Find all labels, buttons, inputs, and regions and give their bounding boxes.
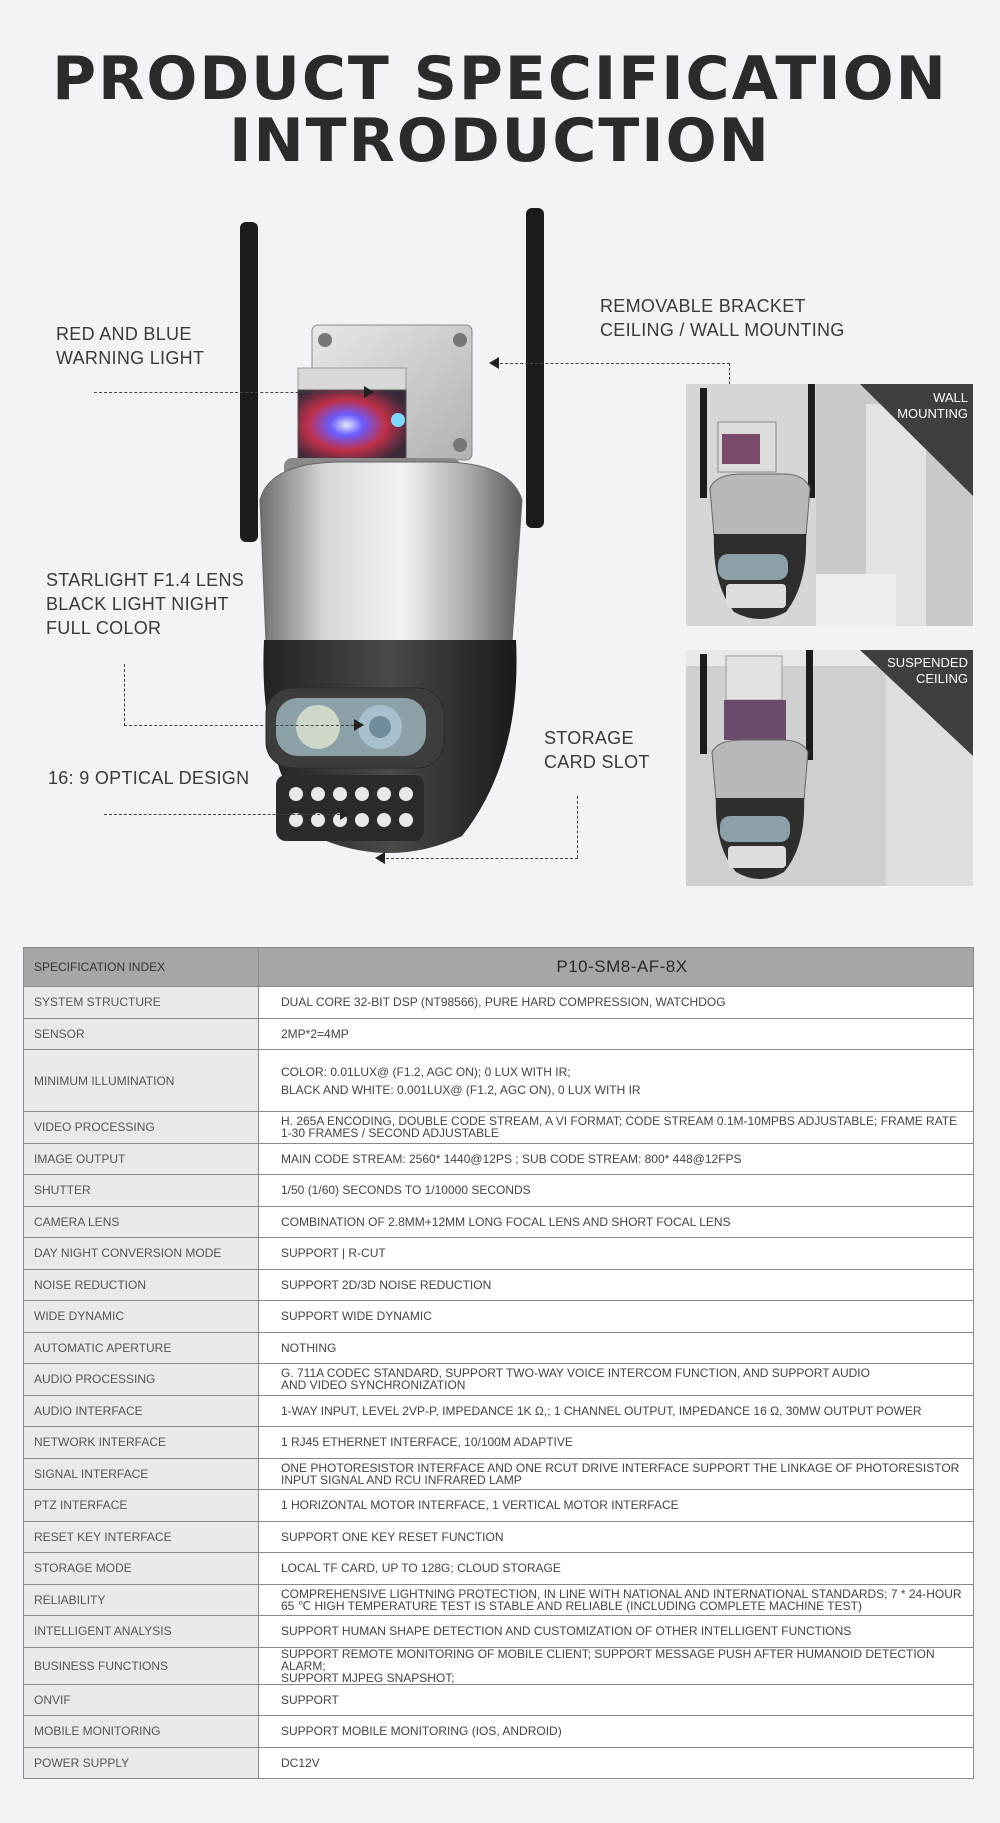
callout-warning-light (56, 322, 204, 370)
spec-value (259, 1521, 974, 1553)
table-row (24, 1490, 974, 1522)
leader-lens-v (124, 664, 125, 726)
leader-lens-h (124, 725, 354, 726)
spec-value-line2: INPUT SIGNAL AND RCU INFRARED LAMP (281, 1472, 522, 1487)
spec-value (259, 1427, 974, 1459)
callout-lens-line3: FULL COLOR (46, 618, 162, 638)
spec-value-line2: BLACK AND WHITE: 0.001LUX@ (F1.2, AGC ON), 0 LUX WITH IR (281, 1082, 641, 1097)
spec-value (259, 1458, 974, 1490)
spec-key: MOBILE MONITORING (24, 1716, 259, 1748)
spec-value-line1: 1/50 (1/60) SECONDS TO 1/10000 SECONDS (281, 1183, 531, 1198)
spec-value (259, 1269, 974, 1301)
table-row (24, 1238, 974, 1270)
table-row (24, 1616, 974, 1648)
callout-lens-line1: STARLIGHT F1.4 LENS (46, 570, 245, 590)
spec-value (259, 1143, 974, 1175)
page-title (0, 44, 1000, 176)
table-row (24, 1458, 974, 1490)
spec-key: WIDE DYNAMIC (24, 1301, 259, 1333)
spec-value-line1: SUPPORT (281, 1692, 339, 1707)
spec-key: RELIABILITY (24, 1584, 259, 1616)
table-row (24, 1206, 974, 1238)
spec-value-line1: MAIN CODE STREAM: 2560* 1440@12PS ; SUB CODE STREAM: 800* 448@12FPS (281, 1151, 742, 1166)
spec-value-line1: SUPPORT MOBILE MONITORING (IOS, ANDROID) (281, 1724, 562, 1739)
leader-warning-light (94, 392, 364, 393)
spec-value (259, 1747, 974, 1779)
callout-bracket-line2: CEILING / WALL MOUNTING (600, 320, 845, 340)
spec-value-line1: NOTHING (281, 1340, 337, 1355)
spec-key: AUTOMATIC APERTURE (24, 1332, 259, 1364)
spec-value-line1: LOCAL TF CARD, UP TO 128G; CLOUD STORAGE (281, 1561, 561, 1576)
spec-value-line2: 65 ℃ HIGH TEMPERATURE TEST IS STABLE AND RELIABLE (INCLUDING COMPLETE MACHINE TEST) (281, 1598, 862, 1613)
antenna-left (240, 222, 258, 542)
spec-value (259, 1395, 974, 1427)
spec-header-row (24, 948, 974, 987)
table-row (24, 1364, 974, 1396)
spec-value (259, 1584, 974, 1616)
table-row (24, 1269, 974, 1301)
spec-value (259, 1553, 974, 1585)
spec-value-line2: SUPPORT MJPEG SNAPSHOT; (281, 1670, 455, 1685)
spec-value (259, 1175, 974, 1207)
spec-key: AUDIO PROCESSING (24, 1364, 259, 1396)
spec-value-line1: COMPREHENSIVE LIGHTNING PROTECTION, IN LINE WITH NATIONAL AND INTERNATIONAL STANDARDS; 7 * 24-HOUR (281, 1586, 962, 1601)
table-row (24, 1747, 974, 1779)
suspended-ceiling-label-line1: SUSPENDED (887, 655, 968, 670)
spec-value (259, 1332, 974, 1364)
spec-key: VIDEO PROCESSING (24, 1112, 259, 1144)
callout-optical (48, 766, 249, 790)
arrow-warning-light (364, 386, 374, 398)
suspended-ceiling-label-line2: CEILING (915, 671, 968, 686)
leader-optical (104, 814, 340, 815)
spec-value (259, 1050, 974, 1112)
spec-key: NETWORK INTERFACE (24, 1427, 259, 1459)
table-row (24, 1427, 974, 1459)
spec-value-line1: SUPPORT | R-CUT (281, 1246, 386, 1261)
table-row (24, 1716, 974, 1748)
spec-value-line1: COMBINATION OF 2.8MM+12MM LONG FOCAL LENS AND SHORT FOCAL LENS (281, 1214, 731, 1229)
spec-key: SIGNAL INTERFACE (24, 1458, 259, 1490)
table-row (24, 1395, 974, 1427)
spec-key: IMAGE OUTPUT (24, 1143, 259, 1175)
camera-illustration (230, 200, 570, 880)
spec-value-line2: AND VIDEO SYNCHRONIZATION (281, 1378, 466, 1393)
spec-value (259, 1364, 974, 1396)
table-row (24, 1332, 974, 1364)
spec-value (259, 1616, 974, 1648)
spec-key: SENSOR (24, 1018, 259, 1050)
spec-value (259, 1018, 974, 1050)
spec-value-line1: G. 711A CODEC STANDARD, SUPPORT TWO-WAY VOICE INTERCOM FUNCTION, AND SUPPORT AUDIO (281, 1366, 870, 1381)
leader-storage-h (386, 858, 578, 859)
table-row (24, 1521, 974, 1553)
spec-value-line1: 1 RJ45 ETHERNET INTERFACE, 10/100M ADAPTIVE (281, 1435, 573, 1450)
spec-value-line1: SUPPORT 2D/3D NOISE REDUCTION (281, 1277, 492, 1292)
spec-value (259, 1647, 974, 1684)
spec-value (259, 1238, 974, 1270)
table-row (24, 1112, 974, 1144)
arrow-optical (340, 808, 350, 820)
spec-key: DAY NIGHT CONVERSION MODE (24, 1238, 259, 1270)
spec-key: CAMERA LENS (24, 1206, 259, 1238)
spec-value-line1: 1 HORIZONTAL MOTOR INTERFACE, 1 VERTICAL MOTOR INTERFACE (281, 1498, 679, 1513)
spec-value (259, 987, 974, 1019)
spec-value-line1: DC12V (281, 1755, 320, 1770)
spec-key: ONVIF (24, 1684, 259, 1716)
table-row (24, 1143, 974, 1175)
spec-value-line1: 2MP*2=4MP (281, 1026, 349, 1041)
leader-storage-v (577, 796, 578, 858)
table-row (24, 1018, 974, 1050)
spec-value-line1: SUPPORT HUMAN SHAPE DETECTION AND CUSTOMIZATION OF OTHER INTELLIGENT FUNCTIONS (281, 1624, 852, 1639)
spec-value (259, 1716, 974, 1748)
spec-key: RESET KEY INTERFACE (24, 1521, 259, 1553)
spec-key: MINIMUM ILLUMINATION (24, 1050, 259, 1112)
callout-storage-line1: STORAGE (544, 728, 634, 748)
spec-value-line1: ONE PHOTORESISTOR INTERFACE AND ONE RCUT DRIVE INTERFACE SUPPORT THE LINKAGE OF PHOTORESISTOR (281, 1460, 960, 1475)
arrow-lens (354, 719, 364, 731)
arrow-storage (375, 852, 385, 864)
spec-value-line2: 1-30 FRAMES / SECOND ADJUSTABLE (281, 1126, 499, 1141)
spec-value-line1: DUAL CORE 32-BIT DSP (NT98566), PURE HARD COMPRESSION, WATCHDOG (281, 995, 726, 1010)
wall-mounting-label (880, 390, 968, 422)
wall-mounting-label-line2: MOUNTING (897, 406, 968, 421)
title-line-2: INTRODUCTION (229, 106, 771, 176)
spec-key: POWER SUPPLY (24, 1747, 259, 1779)
table-row (24, 987, 974, 1019)
wall-mounting-label-line1: WALL (933, 390, 968, 405)
arrow-bracket (489, 357, 499, 369)
spec-value-line1: SUPPORT ONE KEY RESET FUNCTION (281, 1529, 504, 1544)
callout-warning-light-line1: RED AND BLUE (56, 324, 192, 344)
spec-value-line1: COLOR: 0.01LUX@ (F1.2, AGC ON); 0 LUX WITH IR; (281, 1064, 571, 1079)
spec-key: SYSTEM STRUCTURE (24, 987, 259, 1019)
spec-value (259, 1490, 974, 1522)
table-row (24, 1175, 974, 1207)
callout-lens (46, 568, 244, 640)
spec-value (259, 1112, 974, 1144)
leader-bracket-h (500, 363, 730, 364)
spec-table (23, 947, 974, 1779)
spec-value (259, 1206, 974, 1238)
table-row (24, 1050, 974, 1112)
spec-value-line1: H. 265A ENCODING, DOUBLE CODE STREAM, A VI FORMAT; CODE STREAM 0.1M-10MPBS ADJUSTABLE; FRAME RATE (281, 1114, 958, 1129)
callout-bracket-line1: REMOVABLE BRACKET (600, 296, 806, 316)
table-row (24, 1553, 974, 1585)
spec-value-line1: SUPPORT REMOTE MONITORING OF MOBILE CLIENT; SUPPORT MESSAGE PUSH AFTER HUMANOID DETECTION ALARM; (281, 1646, 935, 1673)
table-row (24, 1584, 974, 1616)
spec-key: AUDIO INTERFACE (24, 1395, 259, 1427)
spec-value (259, 1301, 974, 1333)
spec-value-line1: SUPPORT WIDE DYNAMIC (281, 1309, 432, 1324)
callout-storage-line2: CARD SLOT (544, 752, 650, 772)
spec-key: STORAGE MODE (24, 1553, 259, 1585)
table-row (24, 1647, 974, 1684)
callout-warning-light-line2: WARNING LIGHT (56, 348, 205, 368)
spec-value (259, 1684, 974, 1716)
spec-header-model: P10-SM8-AF-8X (259, 948, 974, 987)
callout-storage (544, 726, 650, 774)
spec-key: BUSINESS FUNCTIONS (24, 1647, 259, 1684)
suspended-ceiling-label (868, 655, 968, 687)
callout-bracket (600, 294, 845, 342)
callout-optical-line: 16: 9 OPTICAL DESIGN (48, 768, 250, 788)
table-row (24, 1684, 974, 1716)
table-row (24, 1301, 974, 1333)
callout-lens-line2: BLACK LIGHT NIGHT (46, 594, 229, 614)
spec-key: PTZ INTERFACE (24, 1490, 259, 1522)
spec-key: NOISE REDUCTION (24, 1269, 259, 1301)
spec-key: SHUTTER (24, 1175, 259, 1207)
spec-header-key: SPECIFICATION INDEX (24, 948, 259, 987)
title-line-1: PRODUCT SPECIFICATION (52, 44, 948, 114)
spec-key: INTELLIGENT ANALYSIS (24, 1616, 259, 1648)
antenna-right (526, 208, 544, 528)
spec-value-line1: 1-WAY INPUT, LEVEL 2VP-P, IMPEDANCE 1K Ω,; 1 CHANNEL OUTPUT, IMPEDANCE 16 Ω, 30MW OUTPUT POWER (281, 1403, 922, 1418)
